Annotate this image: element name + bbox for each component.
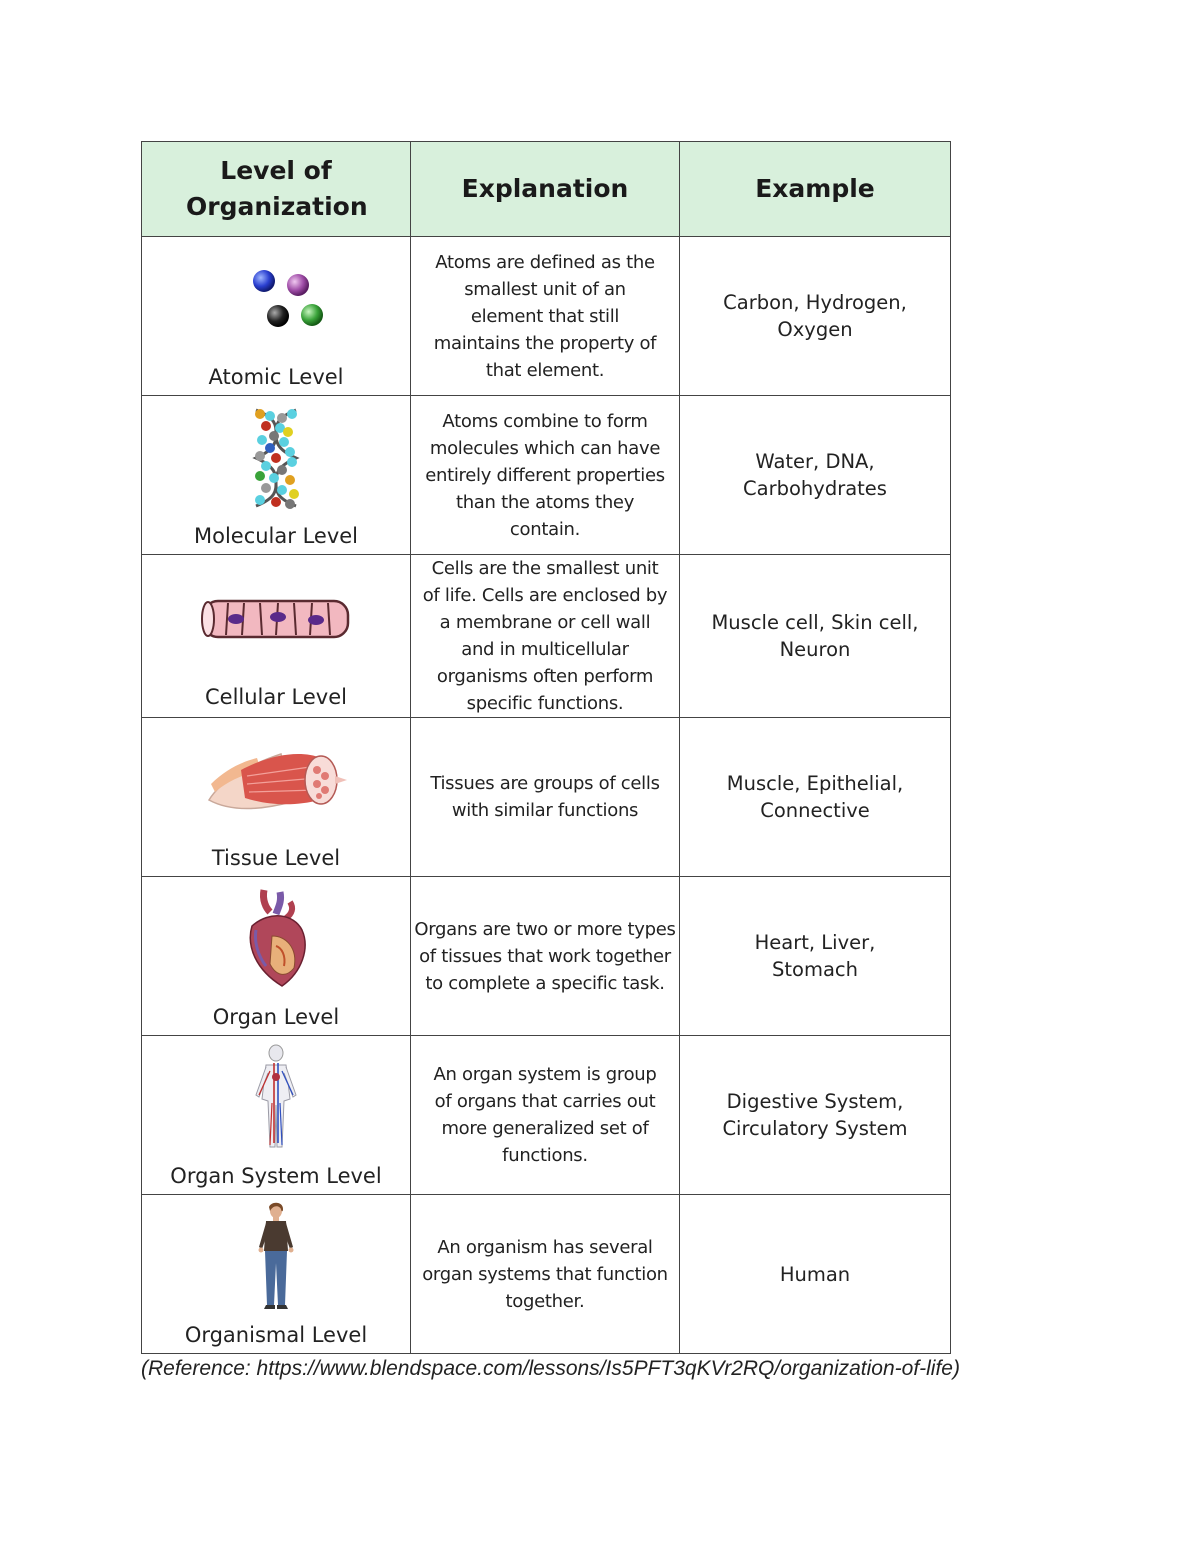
explanation-cell bbox=[411, 1036, 680, 1195]
header-level: Level of Organization bbox=[142, 142, 411, 237]
example-text: Muscle cell, Skin cell, Neuron bbox=[711, 611, 919, 661]
explanation-text: Tissues are groups of cells with similar functions bbox=[430, 773, 660, 821]
table-row bbox=[142, 555, 951, 718]
circulatory-system-icon bbox=[142, 1044, 410, 1152]
level-label: Molecular Level bbox=[193, 524, 359, 548]
header-explanation: Explanation bbox=[411, 142, 680, 237]
example-text: Water, DNA, Carbohydrates bbox=[743, 450, 887, 500]
explanation-cell bbox=[411, 718, 680, 877]
level-label: Tissue Level bbox=[211, 846, 341, 870]
explanation-cell bbox=[411, 237, 680, 396]
example-text: Human bbox=[779, 1262, 851, 1286]
level-cell bbox=[142, 1036, 411, 1195]
level-cell bbox=[142, 396, 411, 555]
level-label: Cellular Level bbox=[204, 685, 347, 709]
example-text: Digestive System, Circulatory System bbox=[722, 1090, 908, 1140]
example-cell bbox=[680, 718, 951, 877]
human-figure-icon bbox=[142, 1203, 410, 1311]
example-text: Heart, Liver, Stomach bbox=[754, 931, 876, 981]
reference-note: (Reference: https://www.blendspace.com/lessons/Is5PFT3qKVr2RQ/organization-of-life) bbox=[141, 1357, 960, 1380]
table-row bbox=[142, 1195, 951, 1354]
explanation-cell bbox=[411, 877, 680, 1036]
explanation-text: An organ system is group of organs that carries out more generalized set of functions. bbox=[433, 1064, 657, 1166]
example-cell bbox=[680, 1195, 951, 1354]
explanation-text: Atoms combine to form molecules which can have entirely different properties than the atoms they contain. bbox=[425, 410, 665, 540]
explanation-cell bbox=[411, 396, 680, 555]
level-cell bbox=[142, 718, 411, 877]
explanation-text: Atoms are defined as the smallest unit of an element that still maintains the property of that element. bbox=[433, 251, 657, 381]
example-cell bbox=[680, 555, 951, 718]
organization-table bbox=[141, 141, 951, 1354]
table-row bbox=[142, 1036, 951, 1195]
level-cell bbox=[142, 877, 411, 1036]
explanation-text: Organs are two or more types of tissues that work together to complete a specific task. bbox=[414, 918, 676, 994]
example-text: Muscle, Epithelial, Connective bbox=[726, 772, 904, 822]
header-example: Example bbox=[680, 142, 951, 237]
table-header-row bbox=[142, 142, 951, 237]
level-label: Organismal Level bbox=[184, 1323, 368, 1347]
explanation-cell bbox=[411, 555, 680, 718]
table-row bbox=[142, 237, 951, 396]
table-row bbox=[142, 718, 951, 877]
explanation-text: Cells are the smallest unit of life. Cells are enclosed by a membrane or cell wall and in multicellular organisms often perform specific functions. bbox=[422, 558, 668, 714]
example-cell bbox=[680, 877, 951, 1036]
level-label: Atomic Level bbox=[208, 365, 344, 389]
example-cell bbox=[680, 1036, 951, 1195]
muscle-tissue-icon bbox=[142, 726, 410, 834]
level-cell bbox=[142, 237, 411, 396]
heart-icon bbox=[142, 885, 410, 993]
table-row bbox=[142, 877, 951, 1036]
explanation-text: An organism has several organ systems that function together. bbox=[422, 1236, 668, 1312]
muscle-cell-icon bbox=[142, 565, 410, 673]
example-cell bbox=[680, 237, 951, 396]
dna-molecule-icon bbox=[142, 404, 410, 512]
atoms-icon bbox=[142, 245, 410, 353]
example-cell bbox=[680, 396, 951, 555]
level-label: Organ Level bbox=[212, 1005, 340, 1029]
level-cell bbox=[142, 555, 411, 718]
level-label: Organ System Level bbox=[170, 1164, 382, 1188]
level-cell bbox=[142, 1195, 411, 1354]
example-text: Carbon, Hydrogen, Oxygen bbox=[723, 291, 907, 341]
explanation-cell bbox=[411, 1195, 680, 1354]
table-row bbox=[142, 396, 951, 555]
